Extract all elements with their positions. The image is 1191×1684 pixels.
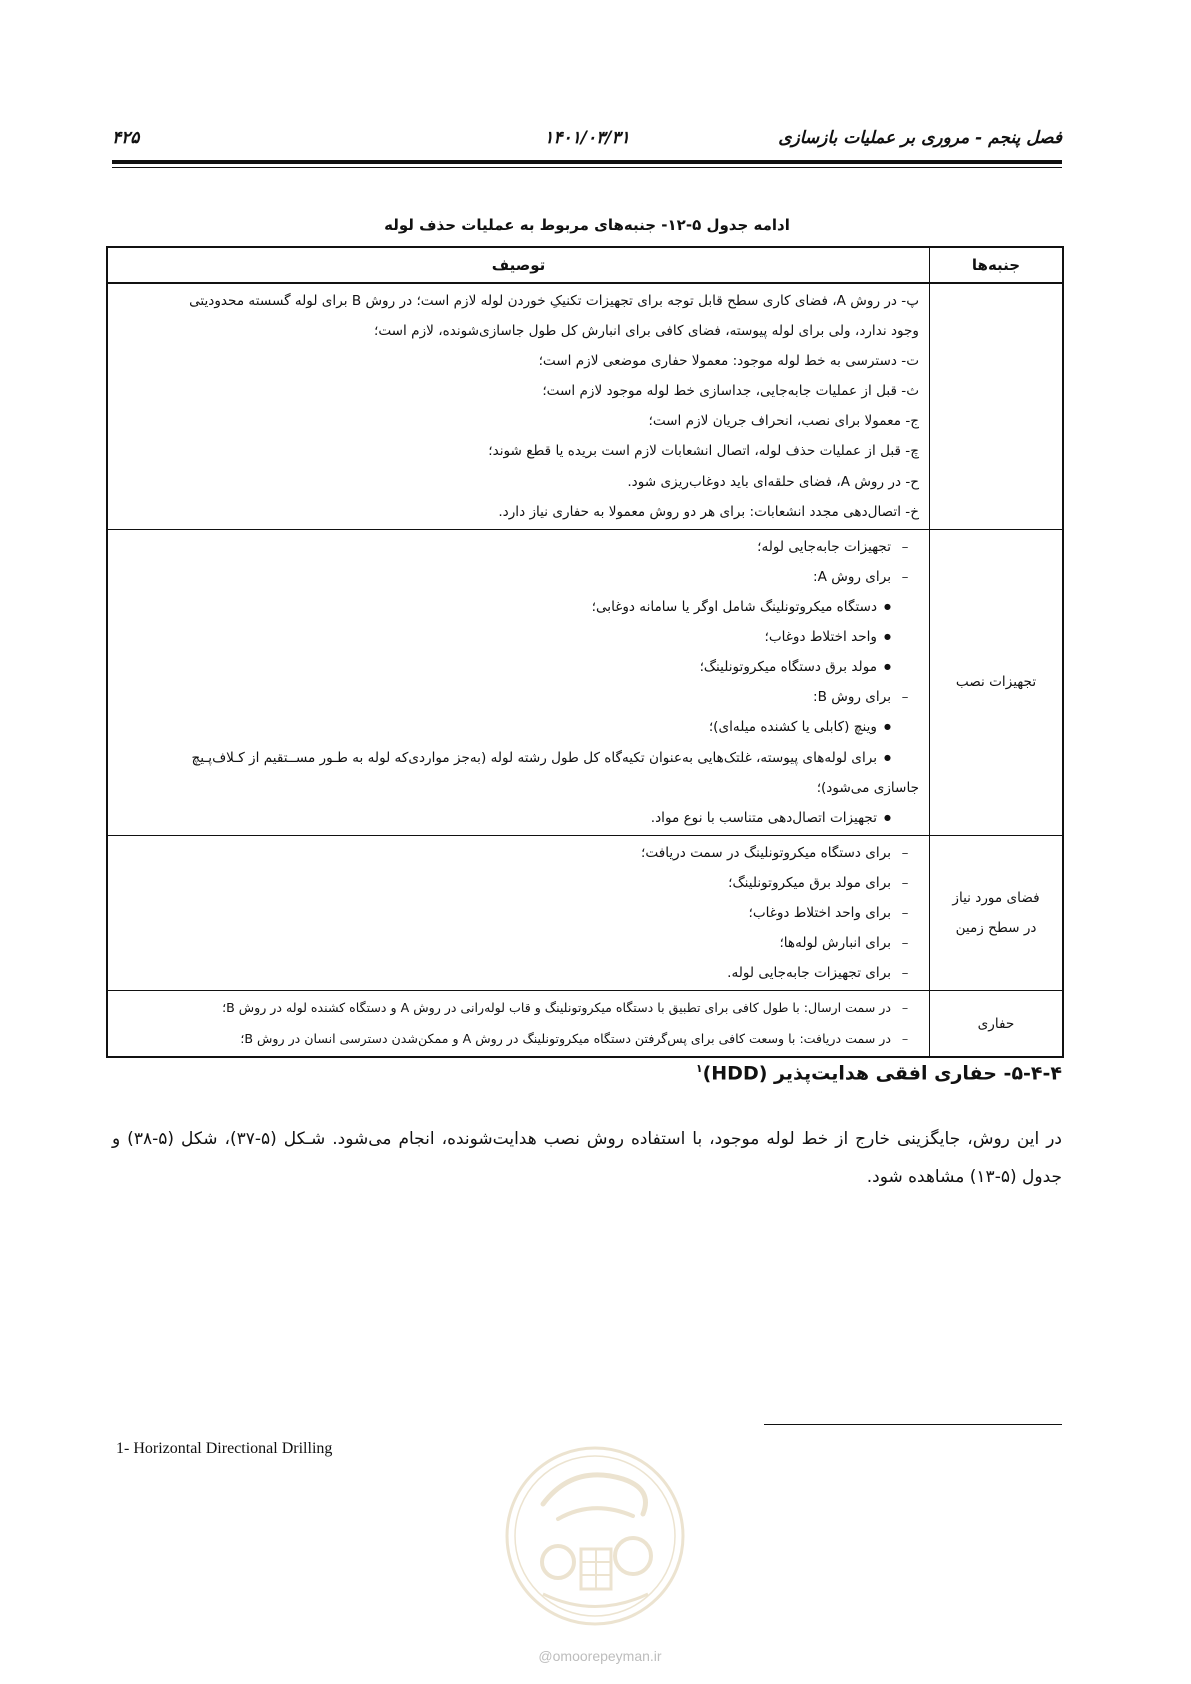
dash-marker (891, 875, 919, 891)
bullet-item: ● وینچ (کابلی یا کشنده میله‌ای)؛ (118, 712, 919, 742)
description-line: ث- قبل از عملیات جابه‌جایی، جداسازی خط لوله موجود لازم است؛ (542, 383, 919, 400)
table-row (107, 835, 1063, 990)
dash-marker (891, 539, 919, 555)
bullet-continuation: جاسازی می‌شود)؛ (816, 779, 919, 796)
column-header-description: توصیف (107, 247, 930, 283)
body-paragraph: در این روش، جایگزینی خارج از خط لوله موجود، با استفاده روش نصب هدایت‌شونده، انجام می‌شود. شـکل (۵-۳۷)، شکل (۵-۳۸) و جدول (۵-۱۳) مشاهده شود. (112, 1129, 1062, 1187)
watermark-logo (503, 1444, 688, 1629)
description-cell (107, 283, 930, 529)
footnote-separator (764, 1424, 1062, 1425)
dash-marker (891, 689, 919, 705)
description-cell (107, 529, 930, 835)
page-number: ۴۲۵ (112, 128, 140, 148)
table-row (107, 283, 1063, 529)
aspect-cell-empty (930, 283, 1064, 529)
header-date: ۱۴۰۱/۰۳/۳۱ (544, 128, 630, 148)
dash-item: – در سمت ارسال: با طول کافی برای تطبیق با دستگاه میکروتونلینگ و قاب لوله‌رانی در روش A و دستگاه کشنده لوله در روش B؛ (118, 993, 919, 1023)
footnote: 1- Horizontal Directional Drilling (116, 1440, 333, 1457)
dash-marker (891, 569, 919, 585)
watermark-url: @omoorepeyman.ir (538, 1648, 662, 1664)
description-line: چ- قبل از عملیات حذف لوله، اتصال انشعابات لازم است بریده یا قطع شوند؛ (488, 443, 919, 460)
page-header (112, 128, 1062, 156)
table-header-row (107, 247, 1063, 283)
dash-item: – برای تجهیزات جابه‌جایی لوله. (118, 958, 919, 988)
bullet-item: ● مولد برق دستگاه میکروتونلینگ؛ (118, 652, 919, 682)
description-line: وجود ندارد، ولی برای لوله پیوسته، فضای کافی برای انبارش کل طول جاسازی‌شونده، لازم است؛ (374, 323, 919, 340)
dash-marker (891, 845, 919, 861)
dash-item: – برای واحد اختلاط دوغاب؛ (118, 898, 919, 928)
description-cell (107, 991, 930, 1057)
dash-marker (891, 965, 919, 981)
description-line: ح- در روش A، فضای حلقه‌ای باید دوغاب‌ریزی شود. (627, 473, 919, 490)
aspect-cell-excavation: حفاری (930, 991, 1064, 1057)
column-header-aspects: جنبه‌ها (930, 247, 1064, 283)
description-line: ج- معمولا برای نصب، انحراف جریان لازم است؛ (648, 413, 919, 430)
aspect-line: فضای مورد نیاز (952, 890, 1040, 907)
description-line: ت- دسترسی به خط لوله موجود: معمولا حفاری موضعی لازم است؛ (538, 353, 919, 370)
section-heading-text: ۵-۴-۴- حفاری افقی هدایت‌پذیر (HDD) (702, 1062, 1062, 1085)
header-rule-thick (112, 160, 1062, 164)
dash-item: – برای روش A: (118, 562, 919, 592)
dash-item: – برای دستگاه میکروتونلینگ در سمت دریافت؛ (118, 838, 919, 868)
chapter-title: فصل پنجم - مروری بر عملیات بازسازی (778, 128, 1062, 148)
description-line: خ- اتصال‌دهی مجدد انشعابات: برای هر دو روش معمولا به حفاری نیاز دارد. (498, 503, 919, 520)
section-heading (112, 1062, 1062, 1084)
dash-marker (891, 905, 919, 921)
aspect-line: در سطح زمین (955, 920, 1037, 937)
dash-item: – برای روش B: (118, 682, 919, 712)
dash-item: – در سمت دریافت: با وسعت کافی برای پس‌گرفتن دستگاه میکروتونلینگ در روش A و ممکن‌شدن دسترسی انسان در روش B؛ (118, 1024, 919, 1054)
description-cell (107, 835, 930, 990)
table-row (107, 529, 1063, 835)
dash-item: – تجهیزات جابه‌جایی لوله؛ (118, 532, 919, 562)
bullet-item: ● دستگاه میکروتونلینگ شامل اوگر یا سامانه دوغابی؛ (118, 592, 919, 622)
header-rule-thin (112, 167, 1062, 168)
aspect-cell-surface-space (930, 835, 1064, 990)
dash-marker (891, 1000, 919, 1015)
dash-marker (891, 1031, 919, 1046)
table-caption: ادامه جدول ۵-۱۲- جنبه‌های مربوط به عملیات حذف لوله (384, 216, 790, 234)
bullet-item: ● تجهیزات اتصال‌دهی متناسب با نوع مواد. (118, 803, 919, 833)
bullet-item: ● برای لوله‌های پیوسته، غلتک‌هایی به‌عنوان تکیه‌گاه کل طول رشته لوله (به‌جز مواردی‌که لوله به طـور مســتقیم از کـلاف‌پـیچ (118, 743, 919, 773)
footnote-reference: ۱ (695, 1062, 703, 1075)
dash-item: – برای مولد برق میکروتونلینگ؛ (118, 868, 919, 898)
aspects-table (106, 246, 1064, 1058)
dash-marker (891, 935, 919, 951)
bullet-item: ● واحد اختلاط دوغاب؛ (118, 622, 919, 652)
table-row (107, 991, 1063, 1057)
dash-item: – برای انبارش لوله‌ها؛ (118, 928, 919, 958)
description-line: پ- در روش A، فضای کاری سطح قابل توجه برای تجهیزات تکنیکِ خوردن لوله لازم است؛ در روش B برای لوله گسسته محدودیتی (189, 293, 919, 309)
aspect-cell-installation-equipment: تجهیزات نصب (930, 529, 1064, 835)
